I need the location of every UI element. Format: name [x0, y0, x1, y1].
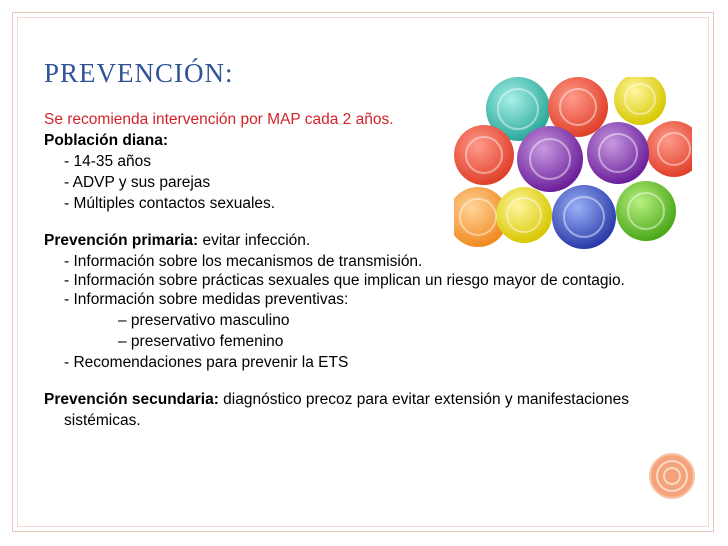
population-heading — [44, 130, 664, 151]
secondary-heading — [44, 389, 664, 431]
slide-title: PREVENCIÓN: — [44, 58, 234, 88]
primary-text: evitar infección. — [198, 232, 311, 249]
secondary-label: Prevención secundaria: — [44, 391, 219, 408]
primary-last-item: - Recomendaciones para prevenir la ETS — [64, 354, 349, 371]
primary-item: - Información sobre medidas preventivas: — [64, 291, 349, 308]
secondary-text: diagnóstico precoz para evitar extensión y manifestaciones sistémicas. — [64, 391, 629, 429]
primary-heading — [44, 230, 664, 251]
primary-subitem: – preservativo masculino — [118, 312, 290, 329]
population-label: Población diana: — [44, 132, 169, 149]
primary-label: Prevención primaria: — [44, 232, 199, 249]
slide-body — [44, 109, 664, 431]
primary-item: - Información sobre prácticas sexuales que implican un riesgo mayor de contagio. — [64, 272, 625, 289]
primary-item: - Información sobre los mecanismos de transmisión. — [64, 253, 423, 270]
population-item: - Múltiples contactos sexuales. — [64, 195, 276, 212]
population-item: - 14-35 años — [64, 153, 152, 170]
recommendation-text: Se recomienda intervención por MAP cada 2 años. — [44, 111, 394, 128]
decorative-orb-icon — [648, 452, 696, 500]
population-item: - ADVP y sus parejas — [64, 174, 211, 191]
primary-subitem: – preservativo femenino — [118, 333, 284, 350]
